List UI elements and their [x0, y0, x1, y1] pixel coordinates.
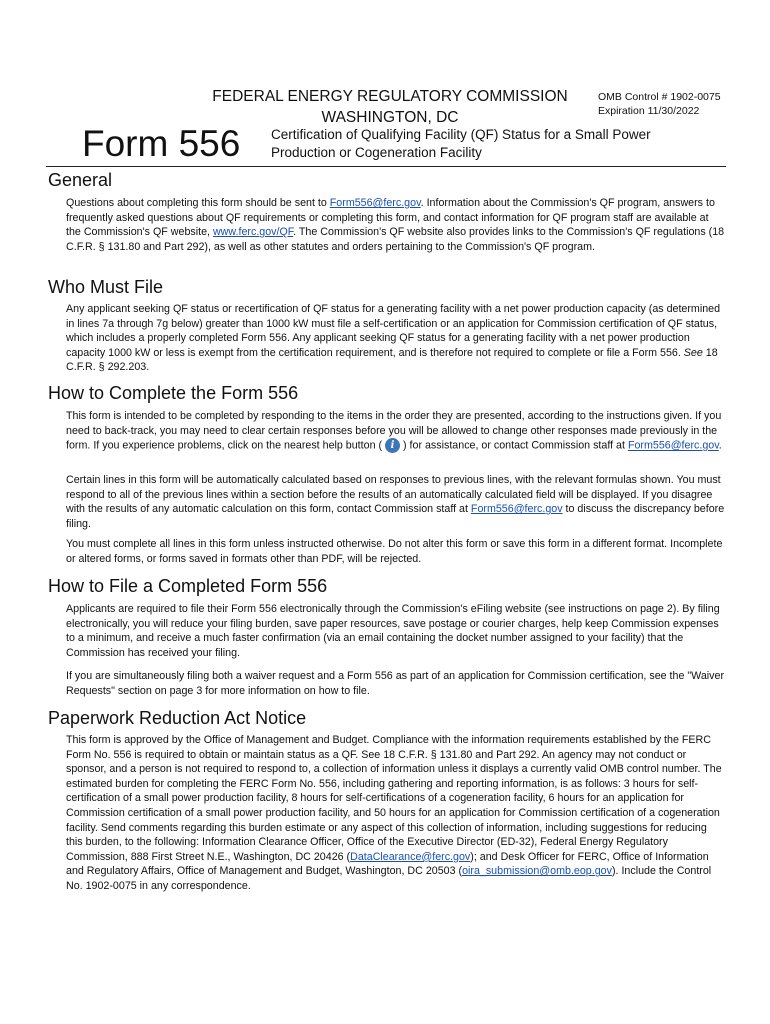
- subtitle-line1: Certification of Qualifying Facility (QF) Status for a Small Power: [271, 127, 651, 142]
- how-to-complete-p2: Certain lines in this form will be automatically calculated based on responses to previous lines, with the relevant formulas shown. You must respond to all of the previous lines within a section before the results of an automatically calculated field will be displayed. If you disagree with the results of any automatic calculation on this form, contact Commission staff at Form556@ferc.gov to discuss the discrepancy before filing.: [66, 474, 725, 530]
- how-to-file-p1: Applicants are required to file their Form 556 electronically through the Commission's eFiling website (see instructions on page 2). By filing electronically, you will reduce your filing burden, save paper resources, save postage or courier charges, help keep Commission expenses to a minimum, and receive a much faster confirmation (via an email containing the docket number assigned to your facility) that the Commission has received your filing.: [66, 603, 720, 659]
- omb-control: OMB Control # 1902-0075: [598, 91, 721, 103]
- email-link[interactable]: Form556@ferc.gov: [627, 439, 719, 452]
- form-subtitle: [271, 126, 691, 162]
- who-must-file-text: Any applicant seeking QF status or recertification of QF status for a generating facility with a net power production capacity (as determined in lines 7a through 7g below) greater than 1000 kW must file a self-certification or an application for Commission certification of QF status, which includes a properly completed Form 556. Any applicant seeking QF status for a generating facility with a net power production capacity 1000 kW or less is exempt from the certification requirement, and is therefore not required to complete or file a Form 556. See 18 C.F.R. § 292.203.: [66, 303, 721, 374]
- email-link[interactable]: DataClearance@ferc.gov: [350, 850, 471, 863]
- email-link[interactable]: Form556@ferc.gov: [329, 197, 421, 209]
- email-link[interactable]: oira_submission@omb.eop.gov: [462, 865, 612, 878]
- how-to-complete-p1: This form is intended to be completed by responding to the items in the order they are presented, according to the instructions given. If you need to back-track, you may need to clear certain responses before you will be allowed to change other responses made previously in the form. If you experience problems, click on the nearest help button ( i ) for assistance, or contact Commission staff at Form556@ferc.gov.: [66, 410, 722, 452]
- how-to-complete-p3: You must complete all lines in this form unless instructed otherwise. Do not alter this form or save this form in a different format. Incomplete or altered forms, or forms saved in formats other than PDF, will be rejected.: [66, 538, 723, 565]
- paperwork-text: This form is approved by the Office of Management and Budget. Compliance with the information requirements established by the FERC Form No. 556 is required to obtain or maintain status as a QF. See 18 C.F.R. § 131.80 and Part 292. An agency may not conduct or sponsor, and a person is not required to respond to, a collection of information unless it displays a currently valid OMB control number. The estimated burden for completing the FERC Form No. 556, including gathering and reporting information, is as follows: 3 hours for self-certification of a small power production facility, 8 hours for self-certifications of a cogeneration facility, 6 hours for an application for Commission certification of a small power production facility, and 50 hours for an application for Commission certification of a cogeneration facility. Send comments regarding this burden estimate or any aspect of this collection of information, including suggestions for reducing this burden, to the following: Information Clearance Officer, Office of the Executive Director (ED-32), Federal Energy Regulatory Commission, 888 First Street N.E., Washington, DC 20426 (DataClearance@ferc.gov); and Desk Officer for FERC, Office of Information and Regulatory Affairs, Office of Management and Budget, Washington, DC 20503 (oira_submission@omb.eop.gov). Include the Control No. 1902-0075 in any correspondence.: [66, 734, 722, 892]
- qf-website-link[interactable]: www.ferc.gov/QF: [212, 226, 294, 239]
- omb-block: [598, 90, 721, 118]
- agency-line1: FEDERAL ENERGY REGULATORY COMMISSION: [212, 88, 568, 105]
- agency-line2: WASHINGTON, DC: [321, 109, 459, 126]
- heading-how-to-file: How to File a Completed Form 556: [48, 576, 328, 596]
- omb-expiration: Expiration 11/30/2022: [598, 105, 700, 117]
- agency-name: [200, 86, 580, 128]
- heading-who-must-file: Who Must File: [48, 277, 164, 297]
- help-icon[interactable]: i: [385, 438, 400, 453]
- subtitle-line2: Production or Cogeneration Facility: [271, 145, 482, 160]
- header-divider: [46, 166, 726, 167]
- general-text: Questions about completing this form should be sent to Form556@ferc.gov. Information about the Commission's QF program, answers to frequently asked questions about QF requirements or completing this form, and contact information for QF program staff are available at the Commission's QF website, www.ferc.gov/QF. The Commission's QF website also provides links to the Commission's QF regulations (18 C.F.R. § 131.80 and Part 292), as well as other statutes and orders pertaining to the Commission's QF program.: [66, 197, 725, 253]
- heading-general: General: [48, 170, 113, 190]
- heading-paperwork-reduction: Paperwork Reduction Act Notice: [48, 708, 307, 728]
- how-to-file-p2: If you are simultaneously filing both a waiver request and a Form 556 as part of an application for Commission certification, see the "Waiver Requests" section on page 3 for more information on how to file.: [66, 670, 725, 697]
- form-title: Form 556: [82, 123, 241, 164]
- email-link[interactable]: Form556@ferc.gov: [470, 503, 563, 516]
- heading-how-to-complete: How to Complete the Form 556: [48, 383, 299, 403]
